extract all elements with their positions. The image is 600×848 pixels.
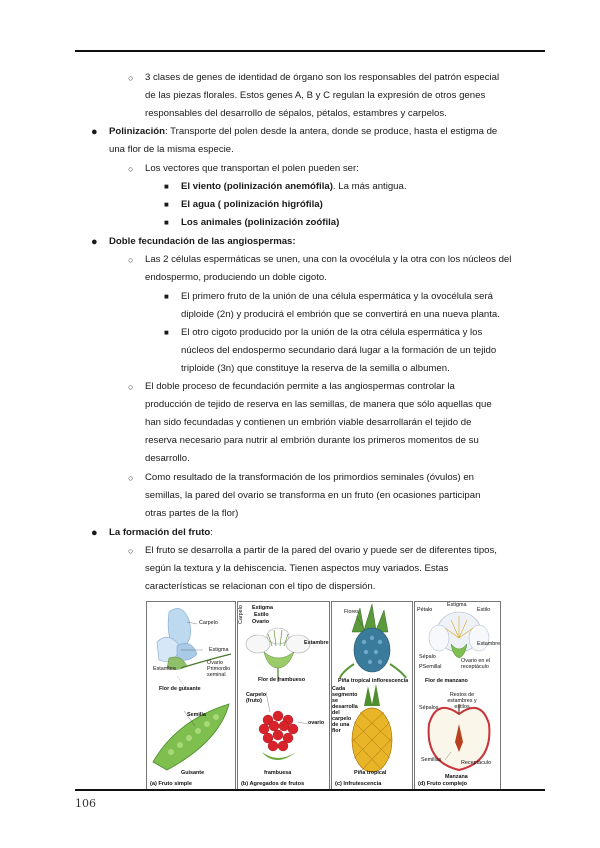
bullet-square: ■: [164, 200, 169, 209]
figure-label: Flores: [344, 609, 359, 615]
bullet-circle: ○: [128, 164, 134, 174]
figure-label: Estambre: [477, 641, 501, 647]
bullet-dot: ●: [91, 236, 98, 248]
text-line: Como resultado de la transformación de los primordios seminales (óvulos) en: [145, 472, 475, 483]
figure-label: Piña tropical inflorescencia: [338, 678, 409, 684]
figure-label: Ovario: [207, 660, 223, 666]
text-line: El agua ( polinización higrófila): [181, 199, 323, 210]
figure-label: Receptáculo: [461, 760, 491, 766]
figure-label: Carpelo: [199, 620, 218, 626]
figure-label: frambuesa: [264, 770, 292, 776]
footer-rule: [75, 789, 545, 791]
term-bold: La formación del fruto: [109, 527, 211, 538]
figure-label: Flor de manzano: [425, 678, 468, 684]
text-line: núcleos del endospermo secundario dará lugar a la formación de un tejido: [181, 345, 497, 356]
figure-label: Carpelo: [238, 605, 244, 624]
figure-label: Guisante: [181, 770, 205, 776]
figure-label: Cada segmento se desarrolla del carpelo de una flor: [332, 686, 358, 734]
figure-label: Primordio seminal: [207, 666, 231, 678]
bullet-square: ■: [164, 182, 169, 191]
term-rest: :: [210, 527, 213, 538]
text-line: semillas, la pared del ovario se transforma en un fruto (en ocasiones participan: [145, 490, 481, 501]
bullet-circle: ○: [128, 382, 134, 392]
panel-aggregate-fruit: [237, 601, 330, 790]
figure-label: Carpelo (fruto): [246, 692, 267, 704]
figure-label: Restos de estambres y estilos: [447, 692, 477, 710]
bullet-square: ■: [164, 292, 169, 301]
text-line: desarrollo.: [145, 453, 190, 464]
page-number: 106: [75, 797, 96, 810]
figure-caption: (d) Fruto complejo: [418, 781, 468, 787]
text-line: Los animales (polinización zoófila): [181, 217, 340, 228]
header-rule: [75, 50, 545, 52]
bullet-circle: ○: [128, 546, 134, 556]
figure-label: Estambre: [304, 640, 329, 646]
text-line: otras partes de la flor): [145, 508, 239, 519]
figure-caption: (b) Agregados de frutos: [241, 781, 305, 787]
bullet-circle: ○: [128, 473, 134, 483]
text-line: El doble proceso de fecundación permite a las angiospermas controlar la: [145, 381, 455, 392]
term-bold: Polinización: [109, 126, 165, 137]
text-line: [181, 178, 407, 196]
figure-label: Estambre: [153, 666, 177, 672]
figure-label: Semilla: [187, 712, 206, 718]
figure-label: Ovario en el receptáculo: [461, 658, 491, 670]
text-line: responsables del desarrollo de sépalos, pétalos, estambres y carpelos.: [145, 108, 447, 119]
bullet-square: ■: [164, 328, 169, 337]
figure-caption: (a) Fruto simple: [150, 781, 192, 787]
figure-label: Estigma: [209, 647, 229, 653]
panel-accessory-fruit: [414, 601, 501, 790]
text-line: reserva necesario para nutrir al embrión durante los primeros momentos de su: [145, 435, 479, 446]
text-line: triploide (3n) que constituye la reserva de la semilla o albumen.: [181, 363, 450, 374]
text-line: de las piezas florales. Estos genes A, B y C regulan la expresión de otros genes: [145, 90, 486, 101]
figure-label: Estilo: [477, 607, 491, 613]
fruit-types-figure: [146, 601, 501, 790]
text-line: El otro cigoto producido por la unión de la otra célula espermática y los: [181, 327, 483, 338]
bullet-circle: ○: [128, 73, 134, 83]
figure-label: PSemillal: [419, 664, 442, 670]
term-bold: El viento (polinización anemófila): [181, 181, 333, 192]
figure-label: ovario: [308, 720, 325, 726]
text-line: [109, 123, 497, 141]
panel-simple-fruit: [146, 601, 236, 790]
bullet-circle: ○: [128, 255, 134, 265]
text-line: una flor de la misma especie.: [109, 144, 234, 155]
figure-caption: (c) Infrutescencia: [335, 781, 382, 787]
text-line: endospermo, produciendo un doble cigoto.: [145, 272, 327, 283]
figure-label: Pétalo: [417, 607, 433, 613]
bullet-dot: ●: [91, 527, 98, 539]
text-line: 3 clases de genes de identidad de órgano son los responsables del patrón especial: [145, 72, 500, 83]
figure-label: Piña tropical: [354, 770, 387, 776]
text-line: El primero fruto de la unión de una célula espermática y la ovocélula será: [181, 291, 493, 302]
figure-label: Ovario: [252, 619, 270, 625]
text-line: características se relacionan con el tipo de dispersión.: [145, 581, 376, 592]
bullet-dot: ●: [91, 126, 98, 138]
figure-label: Estilo: [254, 612, 269, 618]
text-line: Las 2 células espermáticas se unen, una con la ovocélula y la otra con los núcleos del: [145, 254, 512, 265]
text-line: [109, 524, 213, 542]
term-rest: . La más antigua.: [332, 181, 407, 192]
panel-a-illustration: [147, 602, 236, 790]
figure-label: Sépalos: [419, 705, 439, 711]
figure-label: Flor de guisante: [159, 686, 201, 692]
text-line: Los vectores que transportan el polen pueden ser:: [145, 163, 359, 174]
figure-label: Semillas: [421, 757, 442, 763]
text-line: han sido fecundadas y contienen un embrión viable desarrollarán el tejido de: [145, 417, 472, 428]
term-rest: : Transporte del polen desde la antera, donde se produce, hasta el estigma de: [164, 126, 498, 137]
text-line: Doble fecundación de las angiospermas:: [109, 236, 296, 247]
figure-label: Flor de frambueso: [258, 677, 306, 683]
text-line: El fruto se desarrolla a partir de la pared del ovario y puede ser de diferentes tipos,: [145, 545, 497, 556]
text-line: producción de tejido de reserva en las semillas, de manera que sólo aquellas que: [145, 399, 492, 410]
figure-label: Estigma: [252, 605, 273, 611]
panel-multiple-fruit: [331, 601, 413, 790]
figure-label: Sépalo: [419, 654, 436, 660]
text-line: diploide (2n) y producirá el embrión que se convertirá en una nueva planta.: [181, 309, 500, 320]
figure-label: Manzana: [445, 774, 468, 780]
text-line: según la textura y la dehiscencia. Tienen aspectos muy variados. Estas: [145, 563, 449, 574]
figure-label: Estigma: [447, 602, 467, 608]
bullet-square: ■: [164, 218, 169, 227]
